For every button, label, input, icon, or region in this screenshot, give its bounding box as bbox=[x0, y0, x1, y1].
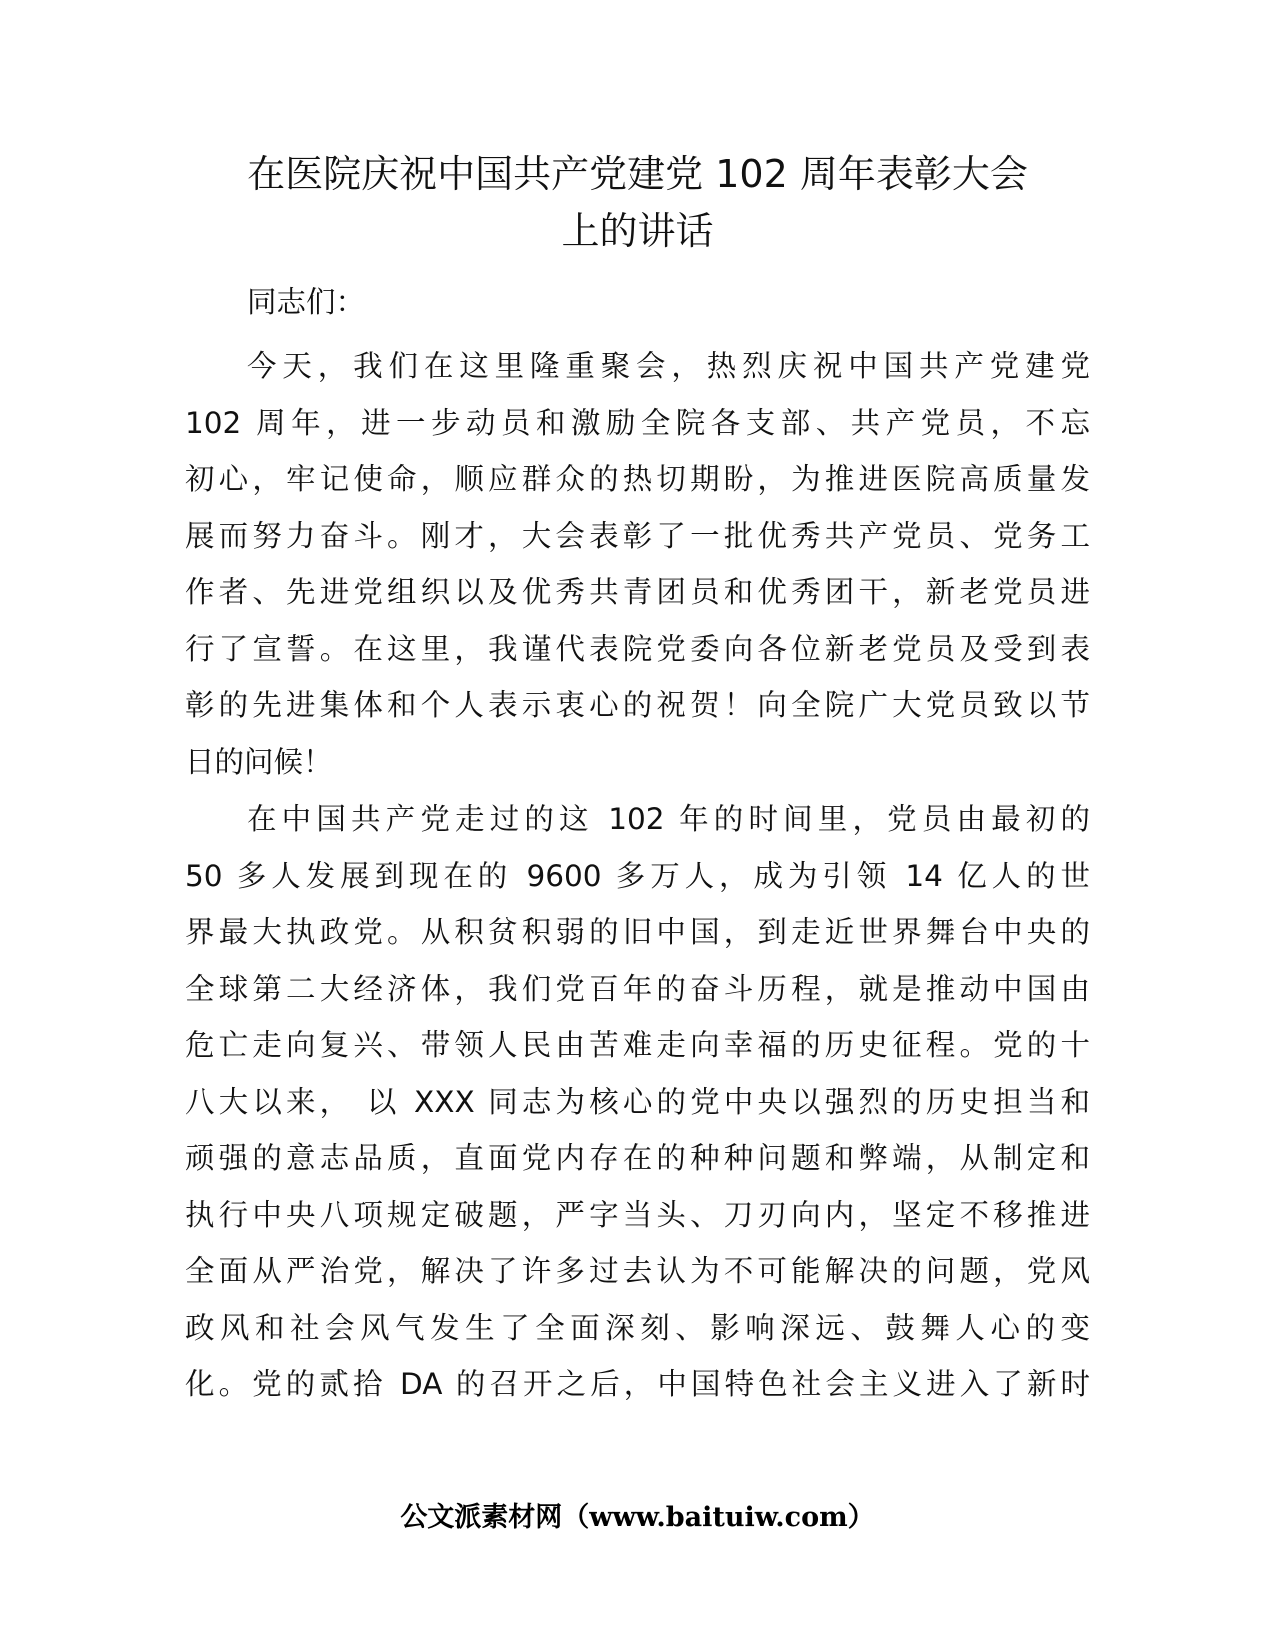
paragraph-1 bbox=[185, 338, 1090, 790]
paragraph-line: 全球第二大经济体，我们党百年的奋斗历程，就是推动中国由 bbox=[185, 971, 1090, 1006]
paragraph-line: 顽强的意志品质，直面党内存在的种种问题和弊端，从制定和 bbox=[185, 1141, 1090, 1175]
paragraph-line: 展而努力奋斗。刚才，大会表彰了一批优秀共产党员、党务工 bbox=[185, 518, 1090, 553]
paragraph-line: 102 周年，进一步动员和激励全院各支部、共产党员，不忘 bbox=[185, 405, 1090, 440]
paragraph-line: 执行中央八项规定破题，严字当头、刀刃向内，坚定不移推进 bbox=[185, 1197, 1090, 1232]
paragraph-line: 行了宣誓。在这里，我谨代表院党委向各位新老党员及受到表 bbox=[185, 631, 1090, 666]
title-line-1: 在医院庆祝中国共产党建党 102 周年表彰大会 bbox=[247, 152, 1028, 196]
paragraph-line: 化。党的贰拾 DA 的召开之后，中国特色社会主义进入了新时 bbox=[185, 1367, 1090, 1401]
paragraph-line: 政风和社会风气发生了全面深刻、影响深远、鼓舞人心的变 bbox=[185, 1310, 1090, 1345]
paragraph-line: 八大以来， 以 XXX 同志为核心的党中央以强烈的历史担当和 bbox=[185, 1084, 1090, 1119]
paragraph-line: 作者、先进党组织以及优秀共青团员和优秀团干，新老党员进 bbox=[185, 575, 1090, 609]
footer-watermark: 公文派素材网（www.baituiw.com） bbox=[400, 1502, 875, 1533]
paragraph-line: 日的问候！ bbox=[185, 744, 333, 779]
paragraph-line: 在中国共产党走过的这 102 年的时间里，党员由最初的 bbox=[247, 802, 1090, 836]
paragraph-line: 50 多人发展到现在的 9600 多万人，成为引领 14 亿人的世 bbox=[185, 858, 1090, 893]
paragraph-2 bbox=[185, 791, 1090, 1413]
paragraph-line: 彰的先进集体和个人表示衷心的祝贺！向全院广大党员致以节 bbox=[185, 688, 1090, 722]
document-title bbox=[150, 146, 1125, 260]
salutation: 同志们： bbox=[247, 285, 366, 319]
paragraph-line: 初心，牢记使命，顺应群众的热切期盼，为推进医院高质量发 bbox=[185, 462, 1090, 496]
paragraph-line: 全面从严治党，解决了许多过去认为不可能解决的问题，党风 bbox=[185, 1254, 1090, 1288]
paragraph-line: 危亡走向复兴、带领人民由苦难走向幸福的历史征程。党的十 bbox=[185, 1028, 1090, 1062]
paragraph-line: 界最大执政党。从积贫积弱的旧中国，到走近世界舞台中央的 bbox=[185, 915, 1090, 949]
title-line-2: 上的讲话 bbox=[561, 209, 714, 253]
paragraph-line: 今天，我们在这里隆重聚会，热烈庆祝中国共产党建党 bbox=[247, 349, 1090, 383]
